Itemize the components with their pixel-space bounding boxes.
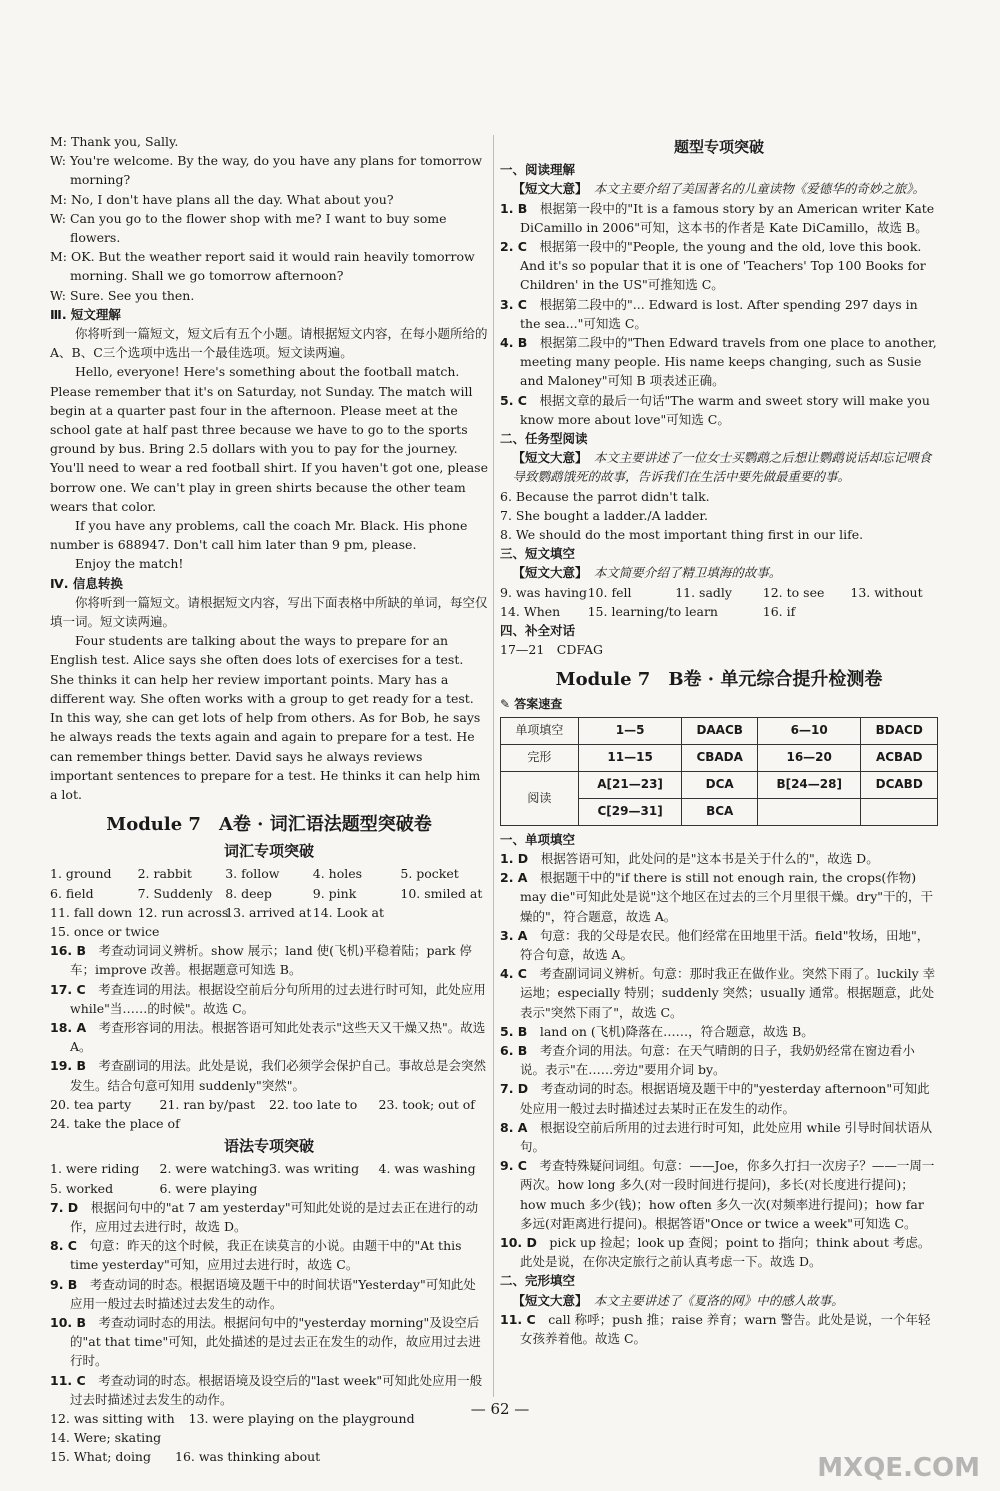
explanation-item: [500, 1022, 938, 1041]
section-heading: 四、补全对话: [500, 623, 576, 639]
table-row: [501, 771, 938, 798]
answer: 10. smiled at: [400, 885, 483, 901]
answer-line: 17—21 CDFAG: [500, 642, 603, 658]
table-cell: 阅读: [501, 771, 579, 825]
answer: 12. run across: [137, 904, 229, 920]
explanation-item: [50, 1313, 488, 1371]
answer-grid: [50, 864, 488, 941]
section-heading: Ⅳ. 信息转换: [50, 575, 123, 591]
item-number: 3. C: [500, 296, 527, 312]
item-number: 9. C: [500, 1158, 527, 1174]
passage-summary: [500, 563, 938, 582]
answer: 16. was thinking about: [175, 1449, 321, 1465]
item-text: 考查动词的时态。根据语境及题干中的"yesterday afternoon"可知此处应用一般过去时描述过去某时正在发生的动作。: [520, 1081, 930, 1116]
answer-row: [50, 1447, 488, 1466]
explanation-item: [50, 980, 488, 1018]
table-cell: 6—10: [757, 717, 860, 744]
dialogue-line: M: No, I don't have plans all the day. What about you?: [50, 191, 394, 207]
quick-answer-heading: [500, 695, 938, 714]
answer: 11. fall down: [50, 904, 133, 920]
section-heading: 二、任务型阅读: [500, 431, 588, 447]
answer: 10. fell: [587, 584, 632, 600]
answer: 15. once or twice: [50, 923, 160, 939]
explanation-item: [500, 1079, 938, 1117]
item-number: 2. A: [500, 870, 528, 886]
answer-line: 6. Because the parrot didn't talk.: [500, 488, 710, 504]
item-number: 7. D: [500, 1081, 529, 1097]
answer: 3. follow: [225, 866, 280, 882]
section-heading: 三、短文填空: [500, 546, 576, 562]
item-number: 16. B: [50, 943, 87, 959]
item-text: 根据答语可知，此处问的是"这本书是关于什么的"，故选 D。: [540, 850, 879, 866]
item-number: 4. B: [500, 335, 528, 351]
module-title: Module 7 A卷 · 词汇语法题型突破卷: [106, 814, 432, 836]
item-number: 11. C: [500, 1311, 536, 1327]
table-cell: [757, 798, 860, 825]
table-cell: [861, 798, 938, 825]
item-text: 根据第一段中的"It is a famous story by an American writer Kate DiCamillo in 2006"可知，这本书的作者是 Kate DiCamillo，故选 B。: [520, 200, 935, 235]
item-text: 根据第二段中的"... Edward is lost. After spending 297 days in the sea..."可知选 C。: [520, 296, 918, 331]
explanation-item: [50, 1236, 488, 1274]
section-heading: Ⅲ. 短文理解: [50, 306, 121, 322]
answer: 13. without: [850, 584, 923, 600]
right-column: [500, 132, 938, 1348]
answer: 1. were riding: [50, 1161, 140, 1177]
table-cell: 16—20: [757, 744, 860, 771]
item-number: 10. B: [50, 1314, 87, 1330]
answer: [400, 903, 488, 922]
summary-label: 【短文大意】: [512, 565, 582, 581]
item-text: 根据文章的最后一句话"The warm and sweet story will make you know more about love"可知选 C。: [520, 392, 930, 427]
quick-answer-label: 答案速查: [514, 697, 563, 712]
summary-label: 【短文大意】: [512, 1292, 582, 1308]
item-text: 考查形容词的用法。根据答语可知此处表示"这些天又干燥又热"。故选 A。: [70, 1019, 486, 1055]
item-number: 3. A: [500, 927, 528, 943]
answer: 5. pocket: [400, 866, 459, 882]
dialogue-line: W: You're welcome. By the way, do you have any plans for tomorrow morning?: [50, 153, 483, 188]
summary-label: 【短文大意】: [512, 450, 582, 466]
answer: 5. worked: [50, 1180, 114, 1196]
item-number: 10. D: [500, 1234, 537, 1250]
dialogue-line: M: OK. But the weather report said it would rain heavily tomorrow morning. Shall we go tomorrow afternoon?: [50, 249, 475, 284]
item-number: 1. B: [500, 200, 528, 216]
item-text: 考查副词的用法。此处是说，我们必须学会保护自己。事故总是会突然发生。结合句意可知用 suddenly"突然"。: [70, 1058, 487, 1093]
item-number: 4. C: [500, 966, 527, 982]
explanation-item: [500, 1310, 938, 1348]
item-text: 句意：昨天的这个时候，我正在读莫言的小说。由题干中的"At this time yesterday"可知，应用过去进行时，故选 C。: [70, 1238, 462, 1273]
table-row: [501, 717, 938, 744]
item-text: 考查副词词义辨析。句意：那时我正在做作业。突然下雨了。luckily 幸运地；especially 特别；suddenly 突然；usually 通常。根据题意，此处表示"突然下雨了"，故选 C。: [520, 966, 936, 1020]
summary-label: 【短文大意】: [512, 181, 582, 197]
summary-text: 本文主要讲述了《夏洛的网》中的感人故事。: [593, 1292, 844, 1308]
item-text: land on (飞机)降落在……，符合题意，故选 B。: [539, 1023, 814, 1039]
item-number: 1. D: [500, 850, 529, 866]
answer: 16. if: [762, 603, 796, 619]
table-cell: 1—5: [578, 717, 682, 744]
watermark-logo: MXQE.COM: [817, 1453, 980, 1483]
explanation-item: [50, 1275, 488, 1313]
answer: 15. learning/to learn: [587, 603, 718, 619]
item-number: 11. C: [50, 1372, 86, 1388]
table-row: [501, 744, 938, 771]
answer: 14. Were; skating: [50, 1430, 162, 1446]
subsection-title: 词汇专项突破: [223, 842, 314, 861]
answer: 22. too late to: [269, 1096, 358, 1112]
answer-grid: [500, 583, 938, 621]
answer: 13. arrived at: [225, 904, 312, 920]
item-text: 根据问句中的"at 7 am yesterday"可知此处说的是过去正在进行的动作，应用过去进行时，故选 D。: [70, 1199, 479, 1234]
item-number: 6. B: [500, 1042, 528, 1058]
table-cell: BDACD: [861, 717, 938, 744]
listening-dialogue: [50, 132, 488, 305]
item-text: 考查连词的用法。根据设空前后分句所用的过去进行时可知，此处应用 while"当……的时候"。故选 C。: [70, 981, 486, 1016]
answer-grid: [50, 1095, 488, 1114]
section-title: 题型专项突破: [673, 138, 764, 156]
module-title: Module 7 B卷 · 单元综合提升检测卷: [555, 669, 883, 691]
item-number: 17. C: [50, 981, 86, 997]
section-heading: 二、完形填空: [500, 1273, 576, 1289]
item-text: pick up 捡起；look up 查阅；point to 指向；think about 考虑。此处是说，在你决定旅行之前认真考虑一下。故选 D。: [520, 1234, 931, 1270]
passage-paragraph: Enjoy the match!: [75, 556, 184, 572]
explanation-item: [500, 199, 938, 237]
explanation-item: [500, 926, 938, 964]
item-number: 8. A: [500, 1119, 528, 1135]
table-cell: C[29—31]: [578, 798, 682, 825]
page-number: — 62 —: [470, 1400, 530, 1418]
explanation-item: [500, 1041, 938, 1079]
answer: 11. sadly: [675, 584, 732, 600]
answer: 21. ran by/past: [159, 1096, 255, 1112]
item-number: 5. C: [500, 392, 527, 408]
explanation-item: [500, 868, 938, 926]
explanation-item: [50, 1198, 488, 1236]
item-text: 考查动词的时态。根据语境及题干中的时间状语"Yesterday"可知此处应用一般过去时描述过去发生的动作。: [70, 1276, 476, 1311]
table-cell: 11—15: [578, 744, 682, 771]
item-text: 考查介词的用法。句意：在天气晴朗的日子，我奶奶经常在窗边看小说。表示"在……旁边"要用介词 by。: [520, 1042, 915, 1078]
section-heading: 一、单项填空: [500, 831, 576, 847]
table-cell: A[21—23]: [578, 771, 682, 798]
passage-summary: [500, 1291, 938, 1310]
answer: 15. What; doing: [50, 1449, 151, 1465]
answer: 4. was washing: [378, 1161, 476, 1177]
item-text: 考查动词的时态。根据语境及设空后的"last week"可知此处应用一般过去时描述过去发生的动作。: [70, 1372, 483, 1407]
answer: 2. rabbit: [137, 866, 192, 882]
passage-paragraph: Hello, everyone! Here's something about the football match. Please remember that it's on Saturday, not Sunday. The match will begin at a quarter past four in the afternoon. Please meet at the school gate at half past three because we have to go to the sports ground by bus. Bring 2.5 dollars with you to pay for the journey. You'll need to wear a red football shirt. If you haven't got one, please borrow one. We can't play in green shirts because the other team wears that color.: [50, 364, 488, 514]
dialogue-line: M: Thank you, Sally.: [50, 134, 179, 149]
answer: 6. field: [50, 885, 94, 901]
explanation-item: [500, 964, 938, 1022]
passage-paragraph: Four students are talking about the ways to prepare for an English test. Alice says she often does lots of exercises for a test. She thinks it can help her review important points. Mary has a different way. She often works with a group to get ready for a test. In this way, she can get lots of help from others. As for Bob, he says he always reads the texts again and again to prepare for a test. He can remember things better. David says he always reviews important sentences to prepare for a test. He thinks it can help him a lot.: [50, 633, 481, 802]
summary-text: 本文主要讲述了一位女士买鹦鹉之后想让鹦鹉说话却忘记喂食导致鹦鹉饿死的故事，告诉我们在生活中要先做最重要的事。: [512, 450, 932, 485]
passage-paragraph: If you have any problems, call the coach Mr. Black. His phone number is 688947. Don't call him later than 9 pm, please.: [50, 518, 468, 553]
answer: 24. take the place of: [50, 1115, 180, 1131]
section-heading: 一、阅读理解: [500, 162, 576, 178]
summary-text: 本文简要介绍了精卫填海的故事。: [593, 565, 782, 581]
answer: 14. Look at: [312, 904, 385, 920]
table-cell: DCA: [682, 771, 758, 798]
passage-summary: [500, 448, 938, 486]
explanation-item: [500, 849, 938, 868]
table-cell: B[24—28]: [757, 771, 860, 798]
answer: 12. was sitting with: [50, 1411, 175, 1426]
instruction-text: 你将听到一篇短文，短文后有五个小题。请根据短文内容，在每小题所给的A、B、C三个选项中选出一个最佳选项。短文读两遍。: [50, 326, 488, 361]
item-number: 2. C: [500, 239, 527, 255]
dialogue-line: W: Can you go to the flower shop with me? I want to buy some flowers.: [50, 210, 447, 246]
item-text: 考查特殊疑问词组。句意：——Joe，你多久打扫一次房子？——一周一两次。how long 多久(对一段时间进行提问)，多长(对长度进行提问)；how much 多少(钱)；how often 多久一次(对频率进行提问)；how far 多远(对距离进行提问)。根据答语"Once or twice a week"可知选 C。: [520, 1158, 935, 1231]
answer: 9. pink: [312, 885, 357, 901]
table-cell: ACBAD: [861, 744, 938, 771]
column-divider: [493, 135, 494, 1397]
explanation-item: [500, 1156, 938, 1233]
explanation-item: [50, 1056, 488, 1094]
explanation-item: [500, 391, 938, 429]
item-number: 8. C: [50, 1238, 77, 1254]
explanation-item: [50, 1018, 488, 1056]
passage-summary: [500, 179, 938, 198]
item-text: 考查动词时态的用法。根据问句中的"yesterday morning"及设空后的"at that time"可知，此处描述的是过去正在发生的动作，故应用过去进行时。: [70, 1314, 481, 1369]
answer: 12. to see: [762, 584, 825, 600]
summary-text: 本文主要介绍了美国著名的儿童读物《爱德华的奇妙之旅》。: [593, 181, 926, 197]
instruction-text: 你将听到一篇短文。请根据短文内容，写出下面表格中所缺的单词，每空仅填一词。短文读两遍。: [50, 594, 488, 630]
answer: 1. ground: [50, 866, 112, 882]
answer-line: 7. She bought a ladder./A ladder.: [500, 507, 709, 523]
subsection-title: 语法专项突破: [223, 1137, 314, 1156]
table-cell: 完形: [501, 744, 579, 771]
answer: 14. When: [500, 603, 561, 619]
explanation-item: [500, 295, 938, 333]
item-text: 根据第二段中的"Then Edward travels from one place to another, meeting many people. His name keeps changing, such as Susie and Maloney"可知 B 项表述正确。: [520, 335, 937, 389]
item-number: 9. B: [50, 1276, 78, 1292]
answer: 8. deep: [225, 885, 272, 901]
item-number: 18. A: [50, 1019, 87, 1035]
explanation-item: [500, 1233, 938, 1271]
explanation-item: [500, 1118, 938, 1156]
table-cell: BCA: [682, 798, 758, 825]
answer-line: 8. We should do the most important thing first in our life.: [500, 527, 864, 543]
item-text: 根据设空前后所用的过去进行时可知，此处应用 while 引导时间状语从句。: [520, 1119, 933, 1154]
item-number: 7. D: [50, 1199, 79, 1215]
pencil-icon: ✎: [500, 697, 511, 712]
explanation-item: [500, 237, 938, 295]
item-text: 根据第一段中的"People, the young and the old, love this book. And it's so popular that it is one of 'Teachers' Top 100 Books for Children' in the US"可推知选 C。: [520, 239, 926, 293]
answer: 9. was having: [500, 584, 588, 600]
explanation-item: [50, 941, 488, 979]
item-text: call 称呼；push 推；raise 养育；warn 警告。此处是说，一个年轻女孩养着他。故选 C。: [520, 1311, 931, 1346]
answer: 13. were playing on the playground: [188, 1411, 415, 1426]
table-cell: DCABD: [861, 771, 938, 798]
table-cell: 单项填空: [501, 717, 579, 744]
item-number: 19. B: [50, 1058, 87, 1074]
item-text: 句意：我的父母是农民。他们经常在田地里干活。field"牧场，田地"，符合句意，故选 A。: [520, 927, 930, 962]
item-text: 根据题干中的"if there is still not enough rain, the crops(作物) may die"可知此处是说"这个地区在过去的三个月里很干燥。dry"干的，干燥的"，符合题意，故选 A。: [520, 870, 934, 924]
answer: 4. holes: [312, 866, 363, 882]
answer: 3. was writing: [269, 1161, 360, 1177]
answer-grid: [50, 1159, 488, 1197]
left-column: [50, 132, 488, 1467]
answer: 20. tea party: [50, 1096, 132, 1112]
answer: 7. Suddenly: [137, 885, 213, 901]
dialogue-line: W: Sure. See you then.: [50, 287, 195, 303]
item-number: 5. B: [500, 1023, 528, 1039]
explanation-item: [500, 333, 938, 391]
answer: 23. took; out of: [378, 1096, 475, 1112]
table-cell: CBADA: [682, 744, 758, 771]
table-cell: DAACB: [682, 717, 758, 744]
answer: 6. were playing: [159, 1180, 258, 1196]
answer: 2. were watching: [159, 1161, 270, 1177]
item-text: 考查动词词义辨析。show 展示；land 使(飞机)平稳着陆；park 停车；improve 改善。根据题意可知选 B。: [70, 943, 472, 978]
answer-key-table: [500, 717, 938, 826]
